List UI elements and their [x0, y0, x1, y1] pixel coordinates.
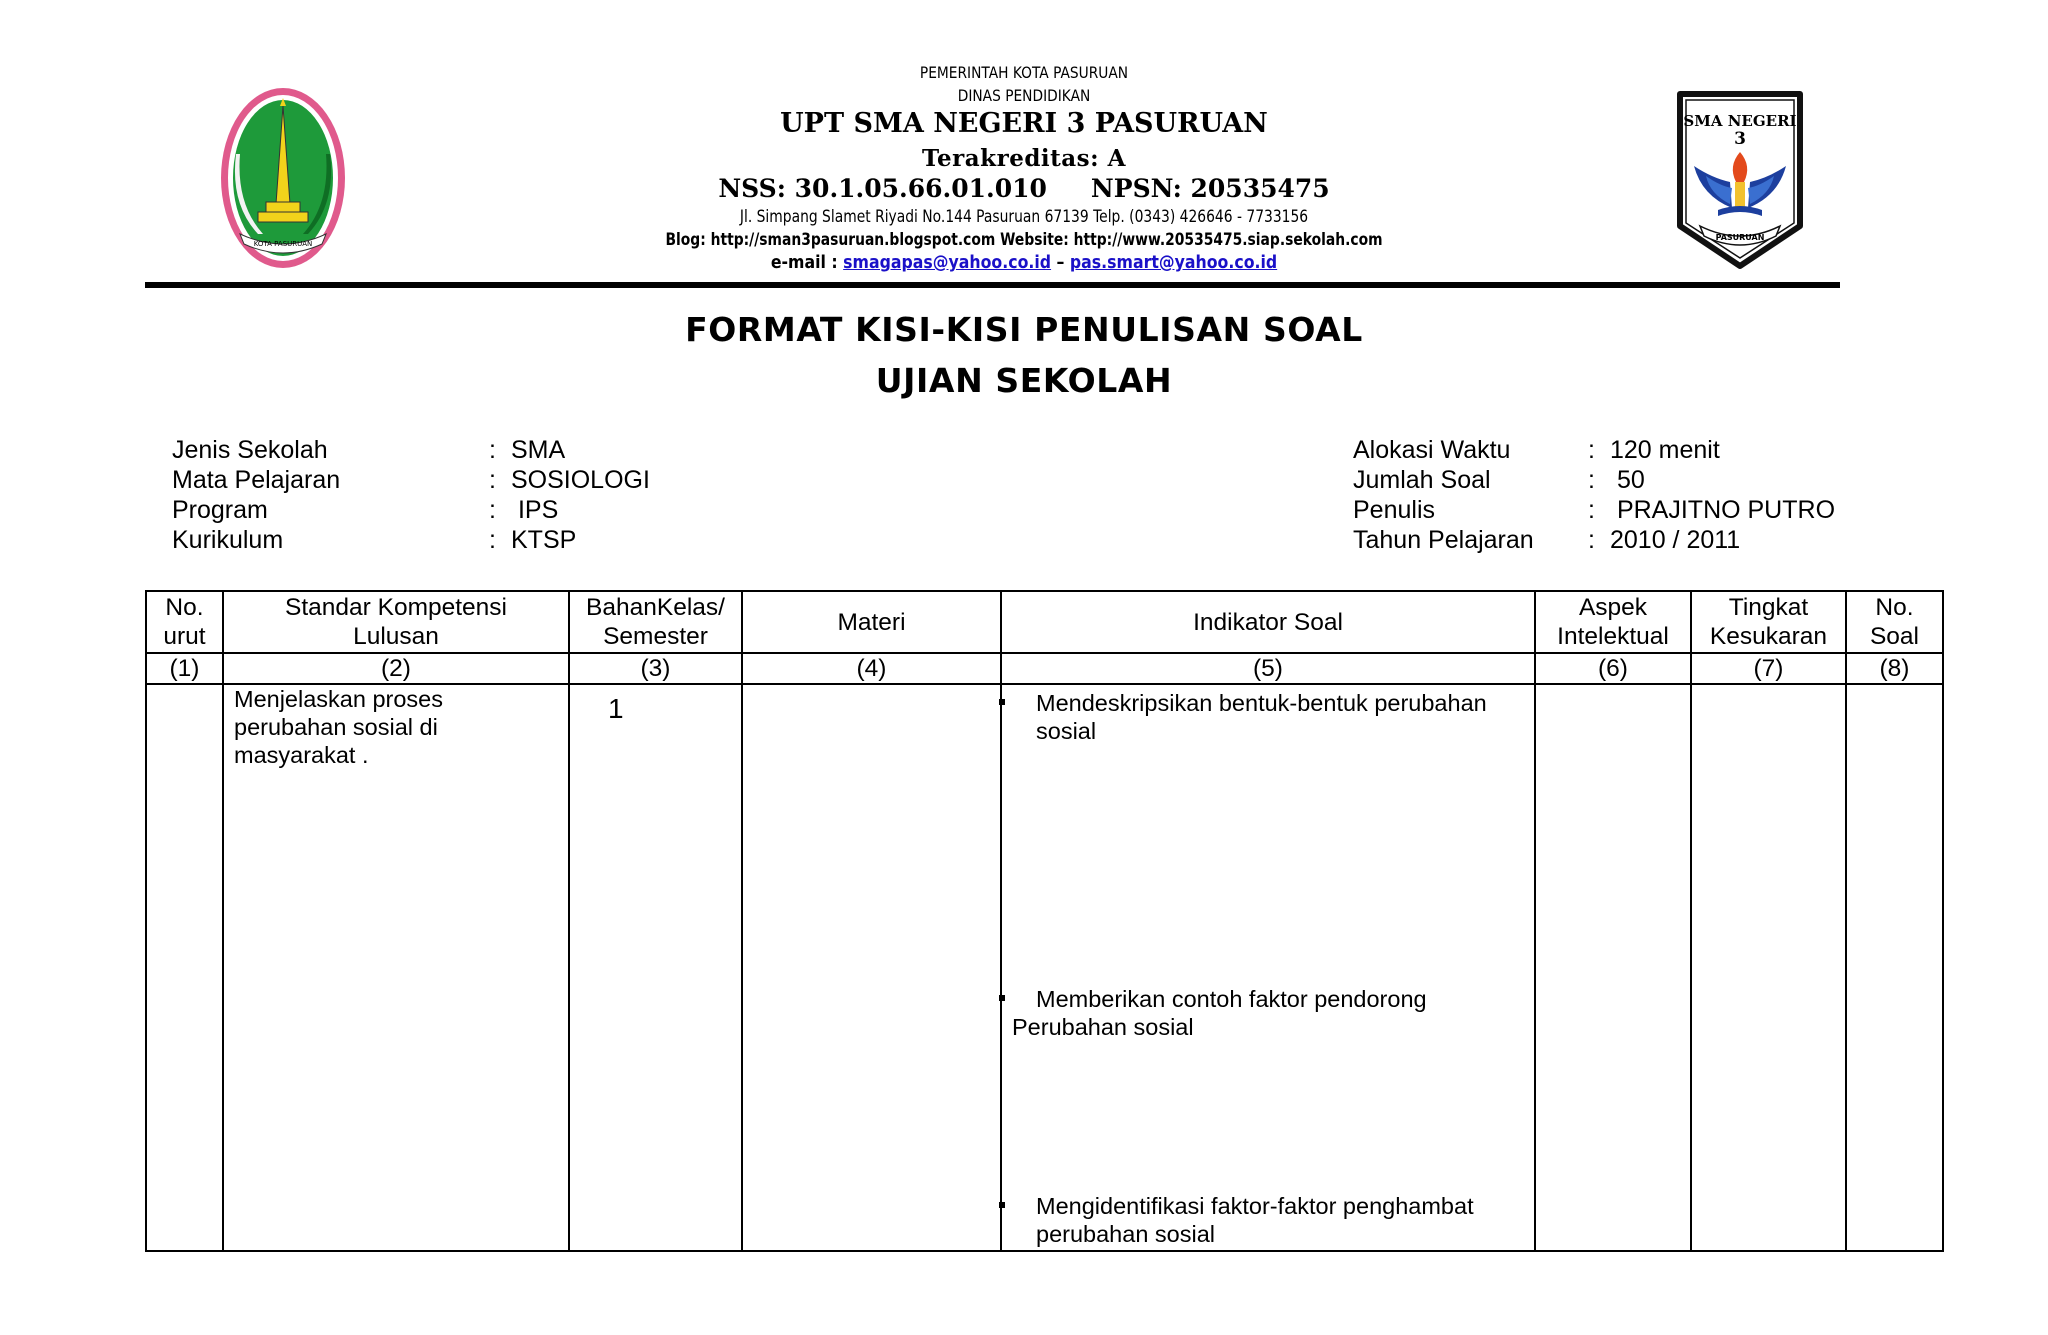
info-row-jenis-sekolah [172, 435, 650, 465]
info-value: IPS [511, 496, 559, 524]
npsn: NPSN: 20535475 [1090, 174, 1330, 203]
info-value: 2010 / 2011 [1610, 526, 1741, 554]
info-colon: : [1588, 526, 1595, 554]
school-crest-logo [1672, 86, 1808, 272]
info-value: 50 [1610, 466, 1645, 494]
info-value: SMA [511, 436, 566, 464]
column-number: (2) [223, 653, 569, 684]
cell-kelas [569, 684, 742, 1251]
email-separator: – [1051, 253, 1070, 273]
info-value: KTSP [511, 526, 577, 554]
info-colon: : [1588, 496, 1595, 524]
info-row-alokasi-waktu [1353, 435, 1835, 465]
document-title: FORMAT KISI-KISI PENULISAN SOAL [685, 310, 1363, 349]
info-label: Mata Pelajaran [172, 466, 341, 494]
department-line: DINAS PENDIDIKAN [957, 86, 1091, 105]
info-label: Jumlah Soal [1353, 466, 1491, 494]
table-row [146, 684, 1943, 1251]
email-label: e-mail : [770, 253, 844, 273]
cell-standar-kompetensi [223, 684, 569, 1251]
logo-right-bottom-text: PASURUAN [1715, 233, 1765, 242]
blog-website: Blog: http://sman3pasuruan.blogspot.com Website: http://www.20535475.siap.sekolah.com [665, 230, 1383, 249]
address: Jl. Simpang Slamet Riyadi No.144 Pasuruan 67139 Telp. (0343) 426646 - 7733156 [739, 207, 1309, 226]
indicator-item [1002, 689, 1530, 745]
info-right [1353, 435, 1835, 555]
header-tingkat-kesukaran: Tingkat Kesukaran [1691, 591, 1846, 653]
logo-right-top-text: SMA NEGERI [1683, 112, 1797, 130]
column-number: (5) [1001, 653, 1535, 684]
column-number: (7) [1691, 653, 1846, 684]
letterhead-divider [145, 282, 1840, 288]
info-label: Program [172, 496, 268, 524]
header-standar-kompetensi: Standar Kompetensi Lulusan [223, 591, 569, 653]
indicator-line: Memberikan contoh faktor pendorong [1036, 986, 1427, 1012]
cell-no-urut [146, 684, 223, 1251]
column-number: (3) [569, 653, 742, 684]
header-indikator-soal: Indikator Soal [1001, 591, 1535, 653]
indicator-line: Mengidentifikasi faktor-faktor penghambat [1036, 1193, 1474, 1219]
indicator-line: perubahan sosial [1036, 1221, 1215, 1247]
info-row-penulis [1353, 495, 1835, 525]
bullet-icon [999, 1202, 1005, 1208]
bullet-icon [999, 995, 1005, 1001]
email-line [102, 253, 1945, 273]
header-aspek-intelektual: Aspek Intelektual [1535, 591, 1691, 653]
indicator-item [1002, 985, 1530, 1041]
info-colon: : [1588, 436, 1595, 464]
email-link-1[interactable]: smagapas@yahoo.co.id [843, 253, 1052, 273]
school-name: UPT SMA NEGERI 3 PASURUAN [780, 108, 1268, 139]
bullet-icon [999, 699, 1005, 705]
info-row-jumlah-soal [1353, 465, 1835, 495]
header-no-soal: No. Soal [1846, 591, 1943, 653]
accreditation: Terakreditas: A [922, 145, 1126, 172]
logo-left-text: KOTA PASURUAN [253, 240, 313, 248]
info-row-program [172, 495, 650, 525]
document-subtitle: UJIAN SEKOLAH [875, 361, 1173, 400]
table-header-row [146, 591, 1943, 653]
info-label: Penulis [1353, 496, 1435, 524]
header-bahan-kelas: BahanKelas/ Semester [569, 591, 742, 653]
skl-line: masyarakat . [234, 742, 369, 768]
info-colon: : [489, 466, 496, 494]
indicator-item [1002, 1192, 1530, 1248]
info-row-kurikulum [172, 525, 650, 555]
info-colon: : [1588, 466, 1595, 494]
info-value: 120 menit [1610, 436, 1720, 464]
column-number: (4) [742, 653, 1001, 684]
info-label: Kurikulum [172, 526, 284, 554]
cell-no-soal [1846, 684, 1943, 1251]
info-colon: : [489, 436, 496, 464]
skl-line: Menjelaskan proses [234, 686, 443, 712]
kisi-kisi-table [145, 590, 1944, 1252]
info-value: PRAJITNO PUTRO [1610, 496, 1836, 524]
header-materi: Materi [742, 591, 1001, 653]
info-label: Jenis Sekolah [172, 436, 328, 464]
column-number: (1) [146, 653, 223, 684]
info-left [172, 435, 650, 555]
info-label: Alokasi Waktu [1353, 436, 1511, 464]
skl-line: perubahan sosial di [234, 714, 438, 740]
column-number-row [146, 653, 1943, 684]
info-label: Tahun Pelajaran [1353, 526, 1534, 554]
info-colon: : [489, 496, 496, 524]
kelas-value: 1 [608, 693, 624, 724]
info-colon: : [489, 526, 496, 554]
nss: NSS: 30.1.05.66.01.010 [718, 174, 1047, 203]
column-number: (6) [1535, 653, 1691, 684]
column-number: (8) [1846, 653, 1943, 684]
info-row-tahun-pelajaran [1353, 525, 1835, 555]
cell-aspek-intelektual [1535, 684, 1691, 1251]
cell-indikator-soal [1001, 684, 1535, 1251]
indicator-line: Perubahan sosial [1012, 1014, 1194, 1040]
government-line: PEMERINTAH KOTA PASURUAN [919, 63, 1129, 82]
cell-tingkat-kesukaran [1691, 684, 1846, 1251]
header-no-urut: No. urut [146, 591, 223, 653]
indicator-line: Mendeskripsikan bentuk-bentuk perubahan [1036, 690, 1487, 716]
indicator-line: sosial [1036, 718, 1097, 744]
info-value: SOSIOLOGI [511, 466, 650, 494]
email-link-2[interactable]: pas.smart@yahoo.co.id [1069, 253, 1278, 273]
info-row-mata-pelajaran [172, 465, 650, 495]
cell-materi [742, 684, 1001, 1251]
logo-right-number: 3 [1734, 129, 1746, 149]
